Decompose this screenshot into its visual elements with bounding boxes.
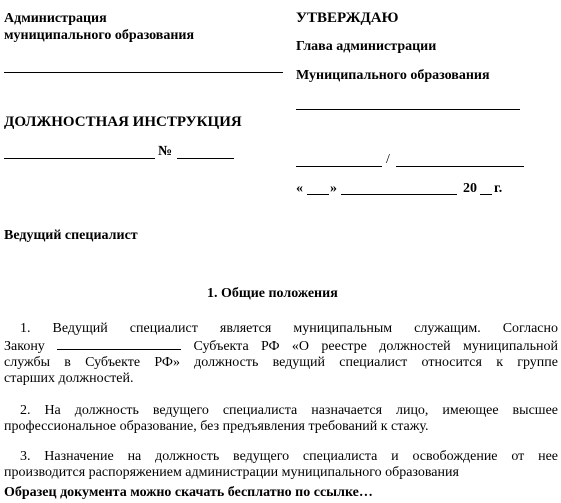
signature-decoding-line <box>396 166 524 167</box>
date-year-suffix: г. <box>494 181 503 196</box>
paragraph-3-line2: производится распоряжением администрации муниципального образования <box>4 465 459 480</box>
date-month-line <box>341 194 457 195</box>
date-close-quote: » <box>330 181 337 196</box>
municipality-label: Муниципального образования <box>296 68 490 83</box>
number-sign: № <box>158 144 173 159</box>
paragraph-2-line1: 2. На должность ведущего специалиста назначается лицо, имеющее высшее <box>20 403 558 418</box>
paragraph-3-line1: 3. Назначение на должность ведущего специалиста и освобождение от нее <box>20 449 558 464</box>
signature-line <box>296 166 382 167</box>
org-name-line2: муниципального образования <box>4 28 195 43</box>
org-name-line1: Администрация <box>4 11 107 26</box>
paragraph-3 <box>4 449 558 481</box>
section-heading: 1. Общие положения <box>207 286 338 301</box>
date-year: 20 <box>463 181 477 196</box>
date-day-line <box>307 194 329 195</box>
paragraph-1-law-word: Закону <box>4 339 45 354</box>
paragraph-1-line2-rest: Субъекта РФ «О реестре должностей муниципальной <box>193 339 559 354</box>
paragraph-1-line1: 1. Ведущий специалист является муниципальным служащим. Согласно <box>20 321 558 336</box>
paragraph-2-line2: профессиональное образование, без предъявления требований к стажу. <box>4 419 429 434</box>
paragraph-1-line4: старших должностей. <box>4 371 134 386</box>
document-title: ДОЛЖНОСТНАЯ ИНСТРУКЦИЯ <box>4 114 242 130</box>
law-name-blank <box>57 337 181 350</box>
paragraph-1 <box>4 321 558 387</box>
doc-date-line <box>4 158 155 159</box>
download-sample-link[interactable]: Образец документа можно скачать бесплатно по ссылке… <box>4 485 373 500</box>
paragraph-1-line3: службы в Субъекте РФ» должность ведущий специалист относится к группе <box>4 355 558 370</box>
slash-separator: / <box>386 152 390 167</box>
date-open-quote: « <box>296 181 303 196</box>
head-name-line <box>296 109 520 110</box>
org-signature-line <box>4 72 283 73</box>
date-year-line <box>480 194 492 195</box>
paragraph-2 <box>4 403 558 435</box>
head-title: Глава администрации <box>296 39 437 54</box>
position-title: Ведущий специалист <box>4 228 138 243</box>
doc-number-line <box>177 158 234 159</box>
approve-label: УТВЕРЖДАЮ <box>296 10 399 26</box>
paragraph-1-line2 <box>4 337 558 355</box>
